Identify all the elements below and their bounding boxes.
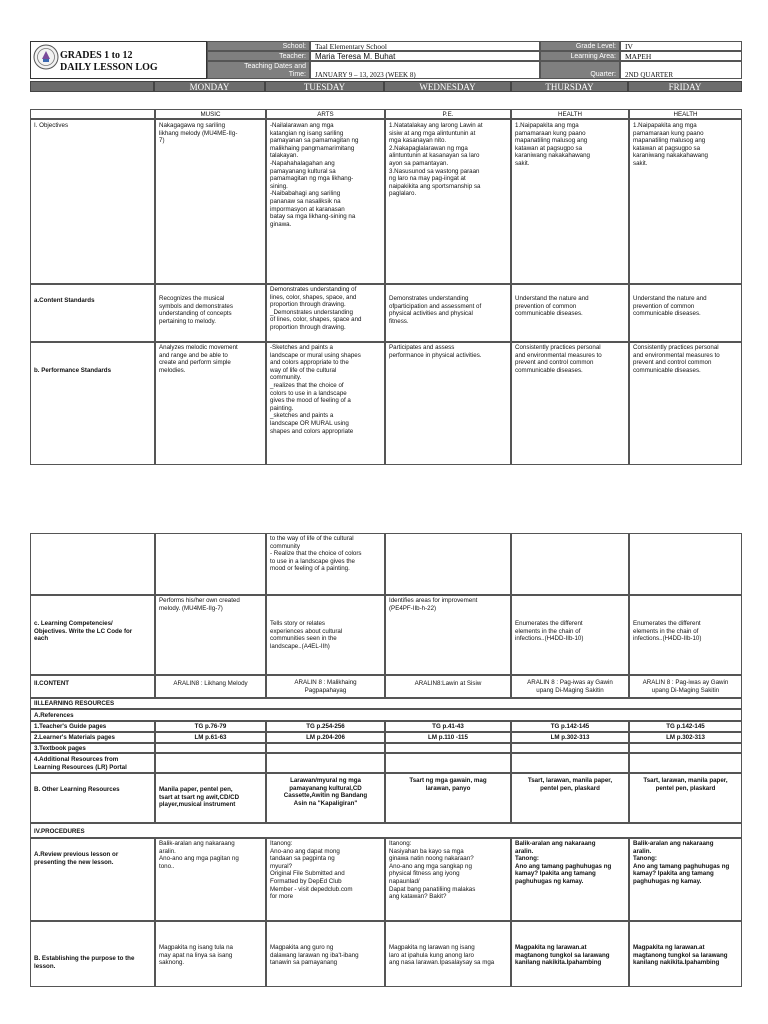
review-music: Balik-aralan ang nakaraang aralin. Ano-ano ang mga pagitan ng tono.. <box>155 838 266 921</box>
textbook-health-thu <box>511 743 629 753</box>
other-resources-health-thu: Tsart, larawan, manila paper, pentel pen, plaskard <box>511 773 629 823</box>
additional-arts <box>266 753 385 773</box>
procedures-label: IV.PROCEDURES <box>30 823 742 838</box>
quarter-value: 2ND QUARTER <box>625 71 673 79</box>
day-wednesday: WEDNESDAY <box>384 81 511 92</box>
cont-health-thu <box>511 533 629 595</box>
performance-standards-pe: Participates and assess performance in physical activities. <box>385 342 511 465</box>
competencies-label: c. Learning Competencies/ Objectives. Write the LC Code for each <box>30 595 155 675</box>
area-label-cell: Learning Area: <box>540 51 620 61</box>
subject-music: MUSIC <box>155 109 266 119</box>
review-label: A.Review previous lesson or presenting the new lesson. <box>30 838 155 921</box>
learners-materials-pe: LM p.110 -115 <box>385 732 511 743</box>
grade-label-cell: Grade Level: <box>540 41 620 51</box>
purpose-music: Magpakita ng isang tula na may apat na linya sa isang saknong. <box>155 921 266 987</box>
content-health-fri: ARALIN 8 : Pag-iwas ay Gawin upang Di-Maging Sakitin <box>629 675 742 698</box>
performance-standards-health-fri: Consistently practices personal and environmental measures to prevent and control common communicable diseases. <box>629 342 742 465</box>
performance-standards-health-thu: Consistently practices personal and environmental measures to prevent and control common communicable diseases. <box>511 342 629 465</box>
subject-health-fri: HEALTH <box>629 109 742 119</box>
school-label-cell: School: <box>207 41 310 51</box>
learners-materials-arts: LM p.204-206 <box>266 732 385 743</box>
school-value: Taal Elementary School <box>315 42 387 51</box>
purpose-arts: Magpakita ang guro ng dalawang larawan ng iba't-ibang tanawin sa pamayanang <box>266 921 385 987</box>
dates-label-cell: Teaching Dates and Time: <box>207 61 310 79</box>
quarter-label-cell: Quarter: <box>540 61 620 79</box>
textbook-arts <box>266 743 385 753</box>
additional-health-fri <box>629 753 742 773</box>
content-pe: ARALIN8:Lawin at Sisiw <box>385 675 511 698</box>
learners-materials-health-fri: LM p.302-313 <box>629 732 742 743</box>
references-label: A.References <box>30 709 742 721</box>
title-line-2: DAILY LESSON LOG <box>60 62 158 73</box>
learners-materials-health-thu: LM p.302-313 <box>511 732 629 743</box>
content-standards-label: a.Content Standards <box>30 284 155 342</box>
review-arts: Itanong: Ano-ano ang dapat mong tandaan sa pagpinta ng myural? Original File Submitted and Formatted by DepEd Club Member - visit depedclub.com for more <box>266 838 385 921</box>
other-resources-arts: Larawan/myural ng mga pamayanang kultural,CD Cassette,Awitin ng Bandang Asin na "Kapaligiran" <box>266 773 385 823</box>
additional-health-thu <box>511 753 629 773</box>
textbook-label: 3.Textbook pages <box>30 743 155 753</box>
grade-value-cell <box>620 41 742 51</box>
additional-resources-label: 4.Additional Resources from Learning Resources (LR) Portal <box>30 753 155 773</box>
deped-seal-icon <box>33 42 59 72</box>
day-monday: MONDAY <box>154 81 265 92</box>
quarter-value-cell <box>620 61 742 79</box>
other-resources-pe: Tsart ng mga gawain, mag larawan, panyo <box>385 773 511 823</box>
performance-standards-music: Analyzes melodic movement and range and be able to create and perform simple melodies. <box>155 342 266 465</box>
day-thursday: THURSDAY <box>511 81 628 92</box>
cont-pe <box>385 533 511 595</box>
grade-value: IV <box>625 42 633 51</box>
purpose-health-thu: Magpakita ng larawan.at magtanong tungkol sa larawang kanilang nakikita.Ipahambing <box>511 921 629 987</box>
purpose-pe: Magpakita ng larawan ng isang laro at ipahula kung anong laro ang nasa larawan.Ipasalaysay sa mga <box>385 921 511 987</box>
area-value-cell <box>620 51 742 61</box>
performance-standards-arts: -Sketches and paints a landscape or mural using shapes and colors appropriate to the way of life of the cultural community. _realizes that the choice of colors to use in a landscape gives the mood of feeling of a painting. _sketches and paints a landscape OR MURAL using shapes and colors appropriate <box>266 342 385 465</box>
content-music: ARALIN8 : Likhang Melody <box>155 675 266 698</box>
review-health-fri: Balik-aralan ang nakaraang aralin. Tanong: Ano ang tamang paghuhugas ng kamay? Ipakita ang tamang paghuhugas ng kamay. <box>629 838 742 921</box>
content-arts: ARALIN 8 : Malikhaing Pagpapahayag <box>266 675 385 698</box>
teachers-guide-health-fri: TG p.142-145 <box>629 721 742 732</box>
cont-music <box>155 533 266 595</box>
competencies-pe: Identifies areas for improvement (PE4PF-IIb-h-22) <box>385 595 511 675</box>
content-standards-health-thu: Understand the nature and prevention of common communicable diseases. <box>511 284 629 342</box>
objectives-pe: 1.Natatalakay ang larong Lawin at sisiw at ang mga alintuntunin at mga kasanayan nito. 2.Nakapaglalarawan ng mga alintuntunin at kasanayan sa laro ayon sa pamantayan. 3.Nasusunod sa wastong paraan ng laro na may pag-iingat at naipakikita ang sportsmanship sa paglalaro. <box>385 119 511 284</box>
subject-blank <box>30 109 155 119</box>
objectives-health-fri: 1.Naipapakita ang mga pamamaraan kung paano mapanatiling malusog ang katawan at pagsugpo sa karaniwang nakakahawang sakit. <box>629 119 742 284</box>
competencies-health-thu: Enumerates the different elements in the chain of infections..(H4DD-IIb-10) <box>511 595 629 675</box>
performance-standards-label: b. Performance Standards <box>30 342 155 465</box>
textbook-health-fri <box>629 743 742 753</box>
dates-value: JANUARY 9 – 13, 2023 (WEEK 8) <box>315 71 416 79</box>
day-friday: FRIDAY <box>628 81 742 92</box>
objectives-label: I. Objectives <box>30 119 155 284</box>
day-bar-left <box>30 81 154 92</box>
other-resources-label: B. Other Learning Resources <box>30 773 155 823</box>
competencies-music: Performs his/her own created melody. (MU4ME-IIg-7) <box>155 595 266 675</box>
learning-resources-label: III.LEARNING RESOURCES <box>30 698 742 709</box>
purpose-label: B. Establishing the purpose to the lesson. <box>30 921 155 987</box>
teachers-guide-arts: TG p.254-256 <box>266 721 385 732</box>
other-resources-health-fri: Tsart, larawan, manila paper, pentel pen, plaskard <box>629 773 742 823</box>
teacher-value-cell <box>310 51 540 61</box>
purpose-health-fri: Magpakita ng larawan.at magtanong tungkol sa larawang kanilang nakikita.Ipahambing <box>629 921 742 987</box>
content-standards-arts: Demonstrates understanding of lines, color, shapes, space, and proportion through drawing. _Demonstrates understanding of lines, color, shapes, space and proportion through drawing. <box>266 284 385 342</box>
objectives-health-thu: 1.Naipapakita ang mga pamamaraan kung paano mapanatiling malusog ang katawan at pagsugpo sa karaniwang nakakahawang sakit. <box>511 119 629 284</box>
textbook-pe <box>385 743 511 753</box>
content-label: II.CONTENT <box>30 675 155 698</box>
subject-arts: ARTS <box>266 109 385 119</box>
teachers-guide-pe: TG p.41-43 <box>385 721 511 732</box>
title-line-1: GRADES 1 to 12 <box>60 50 133 61</box>
dates-value-cell <box>310 61 540 79</box>
content-health-thu: ARALIN 8 : Pag-iwas ay Gawin upang Di-Maging Sakitin <box>511 675 629 698</box>
teachers-guide-music: TG p.76-79 <box>155 721 266 732</box>
objectives-arts: -Nailalarawan ang mga katangian ng isang sariling pamayanan sa pamamagitan ng malikhaing pangmamarimitang talakayan. -Napahahalagahan ang pamayanang kultural sa pamamagitan ng mga likhang- sining. -Naibabahagi ang sariling pananaw sa nasaliksik na impormasyon at karanasan batay sa mga likhang-sining na ginawa. <box>266 119 385 284</box>
day-tuesday: TUESDAY <box>265 81 384 92</box>
teachers-guide-label: 1.Teacher's Guide pages <box>30 721 155 732</box>
additional-music <box>155 753 266 773</box>
teachers-guide-health-thu: TG p.142-145 <box>511 721 629 732</box>
teacher-value: Maria Teresa M. Buhat <box>315 52 396 61</box>
learners-materials-label: 2.Learner's Materials pages <box>30 732 155 743</box>
cont-arts: to the way of life of the cultural community - Realize that the choice of colors to use in a landscape gives the mood or feeling of a painting. <box>266 533 385 595</box>
teacher-label-cell: Teacher: <box>207 51 310 61</box>
competencies-health-fri: Enumerates the different elements in the chain of infections..(H4DD-IIb-10) <box>629 595 742 675</box>
subject-pe: P.E. <box>385 109 511 119</box>
area-value: MAPEH <box>625 52 652 61</box>
content-standards-health-fri: Understand the nature and prevention of common communicable diseases. <box>629 284 742 342</box>
other-resources-music: Manila paper, pentel pen, tsart at tsart ng awit,CD/CD player,musical instrument <box>155 773 266 823</box>
content-standards-music: Recognizes the musical symbols and demonstrates understanding of concepts pertaining to melody. <box>155 284 266 342</box>
school-value-cell <box>310 41 540 51</box>
subject-health-thu: HEALTH <box>511 109 629 119</box>
learners-materials-music: LM p.61-63 <box>155 732 266 743</box>
cont-health-fri <box>629 533 742 595</box>
content-standards-pe: Demonstrates understanding ofparticipation and assessment of physical activities and physical fitness. <box>385 284 511 342</box>
cont-label <box>30 533 155 595</box>
objectives-music: Nakagagawa ng sariling likhang melody (MU4ME-IIg- 7) <box>155 119 266 284</box>
additional-pe <box>385 753 511 773</box>
competencies-arts: Tells story or relates experiences about cultural communities seen in the landscape..(A4EL-IIh) <box>266 595 385 675</box>
review-pe: Itanong: Nasiyahan ba kayo sa mga ginawa natin noong nakaraan? Ano-ano ang mga sangkap ng physical fitness ang iyong napaunlad/ Dapat bang panatiliing malakas ang katawan? Bakit? <box>385 838 511 921</box>
review-health-thu: Balik-aralan ang nakaraang aralin. Tanong: Ano ang tamang paghuhugas ng kamay? Ipakita ang tamang paghuhugas ng kamay. <box>511 838 629 921</box>
textbook-music <box>155 743 266 753</box>
